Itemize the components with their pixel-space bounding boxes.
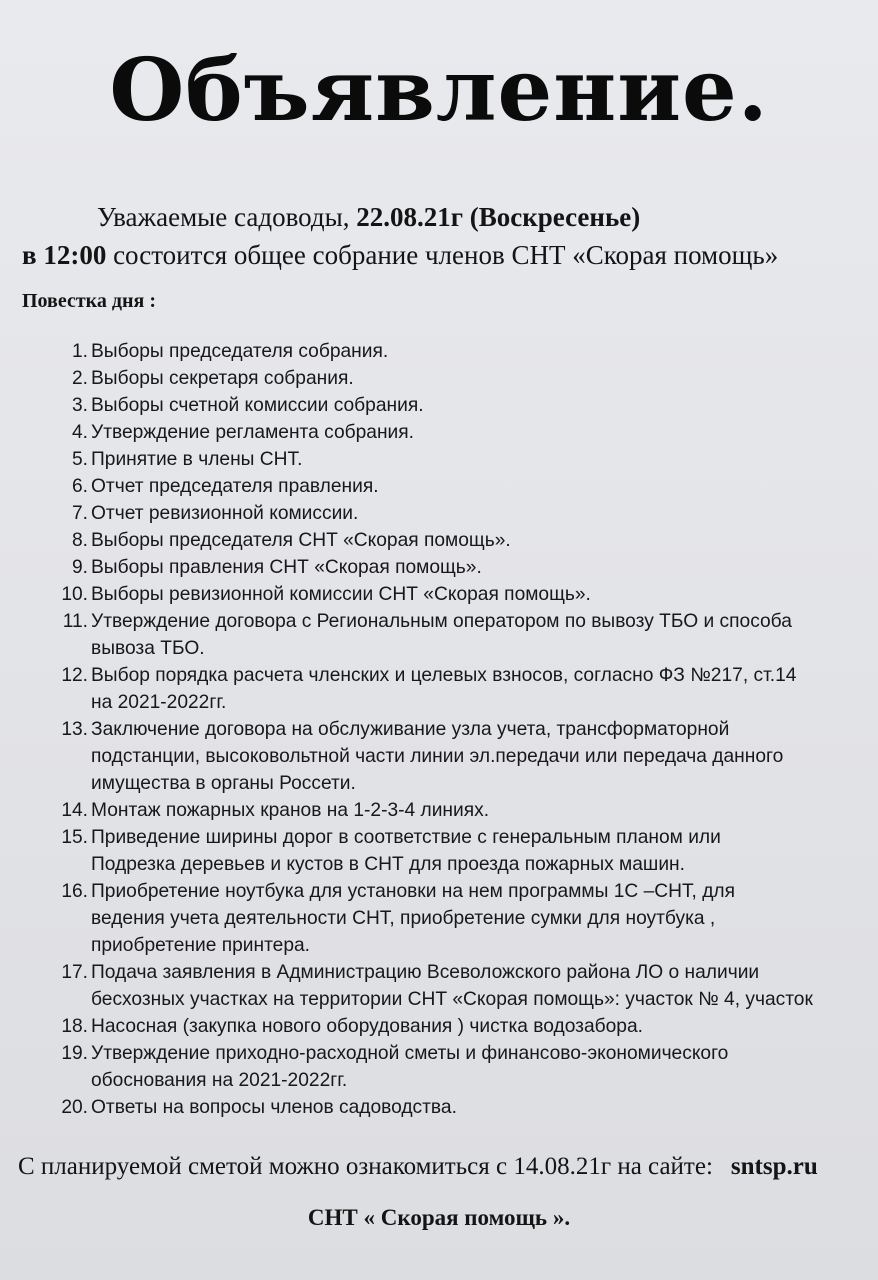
agenda-item-number: 5. bbox=[71, 449, 88, 470]
agenda-item-text: Отчет ревизионной комиссии. bbox=[91, 503, 359, 524]
estimate-notice-text: С планируемой сметой можно ознакомиться с 14.08.21г на сайте: bbox=[18, 1153, 713, 1180]
signature: СНТ « Скорая помощь ». bbox=[307, 1205, 571, 1230]
agenda-item bbox=[52, 581, 852, 608]
agenda-item-text: Монтаж пожарных кранов на 1-2-3-4 линиях. bbox=[91, 800, 490, 821]
agenda-item-text: Принятие в члены СНТ. bbox=[91, 449, 303, 470]
agenda-item-number: 1. bbox=[71, 341, 88, 362]
meeting-time: в 12:00 bbox=[22, 240, 107, 270]
agenda-item-text: Ответы на вопросы членов садоводства. bbox=[91, 1097, 457, 1118]
agenda-item-text: Выбор порядка расчета членских и целевых взносов, согласно ФЗ №217, ст.14 на 2021-2022гг. bbox=[91, 665, 797, 713]
agenda-item-number: 19. bbox=[61, 1043, 88, 1064]
intro-line-2 bbox=[22, 239, 778, 271]
agenda-item bbox=[52, 473, 852, 500]
agenda-item-number: 13. bbox=[61, 719, 88, 740]
agenda-item-number: 11. bbox=[62, 611, 88, 632]
agenda-item bbox=[52, 527, 852, 554]
agenda-item-number: 10. bbox=[61, 584, 88, 605]
greeting-text: Уважаемые садоводы, bbox=[97, 202, 357, 232]
agenda-item bbox=[52, 338, 852, 365]
agenda-item-number: 12. bbox=[61, 665, 88, 686]
agenda-item bbox=[52, 419, 852, 446]
agenda-item bbox=[52, 446, 852, 473]
agenda-item bbox=[52, 1040, 852, 1094]
agenda-item bbox=[52, 824, 852, 878]
agenda-item-text: Заключение договора на обслуживание узла учета, трансформаторной подстанции, высоковольтной части линии эл.передачи или передача данного имущества в органы Россети. bbox=[91, 719, 784, 794]
agenda-item-text: Насосная (закупка нового оборудования ) чистка водозабора. bbox=[91, 1016, 643, 1037]
agenda-heading: Повестка дня : bbox=[22, 290, 157, 312]
agenda-item bbox=[52, 1013, 852, 1040]
agenda-item-text: Выборы секретаря собрания. bbox=[91, 368, 354, 389]
agenda-item-number: 15. bbox=[61, 827, 88, 848]
agenda-item bbox=[52, 959, 852, 1013]
agenda-item-text: Утверждение приходно-расходной сметы и финансово-экономического обоснования на 2021-2022гг. bbox=[91, 1043, 729, 1091]
meeting-date: 22.08.21г (Воскресенье) bbox=[356, 202, 641, 232]
agenda-item bbox=[52, 716, 852, 797]
agenda-item-number: 9. bbox=[71, 557, 88, 578]
agenda-item-number: 4. bbox=[71, 422, 88, 443]
agenda-item-number: 14. bbox=[61, 800, 88, 821]
agenda-item bbox=[52, 365, 852, 392]
agenda-item-text: Утверждение договора с Региональным оператором по вывозу ТБО и способа вывоза ТБО. bbox=[91, 611, 792, 659]
agenda-item-number: 20. bbox=[61, 1097, 88, 1118]
agenda-item-text: Приведение ширины дорог в соответствие с генеральным планом или Подрезка деревьев и кустов в СНТ для проезда пожарных машин. bbox=[91, 827, 721, 875]
agenda-item-text: Выборы правления СНТ «Скорая помощь». bbox=[91, 557, 482, 578]
agenda-list bbox=[52, 338, 852, 1121]
agenda-item bbox=[52, 878, 852, 959]
agenda-item bbox=[52, 1094, 852, 1121]
agenda-item-text: Выборы председателя СНТ «Скорая помощь». bbox=[91, 530, 511, 551]
agenda-item-text: Выборы счетной комиссии собрания. bbox=[91, 395, 424, 416]
agenda-item-number: 8. bbox=[71, 530, 88, 551]
agenda-item-number: 3. bbox=[71, 395, 88, 416]
agenda-item bbox=[52, 554, 852, 581]
agenda-item-text: Утверждение регламента собрания. bbox=[91, 422, 414, 443]
website-address: sntsp.ru bbox=[730, 1153, 818, 1180]
announcement-title: Объявление. bbox=[109, 40, 769, 141]
agenda-item-text: Приобретение ноутбука для установки на нем программы 1С –СНТ, для ведения учета деятельности СНТ, приобретение сумки для ноутбука , приобретение принтера. bbox=[91, 881, 735, 956]
intro-line-1 bbox=[97, 201, 640, 233]
agenda-item bbox=[52, 662, 852, 716]
agenda-item-number: 16. bbox=[61, 881, 88, 902]
agenda-item bbox=[52, 797, 852, 824]
agenda-item bbox=[52, 500, 852, 527]
agenda-item-text: Отчет председателя правления. bbox=[91, 476, 379, 497]
agenda-item-text: Подача заявления в Администрацию Всеволожского района ЛО о наличии бесхозных участках на территории СНТ «Скорая помощь»: участок № 4, участок bbox=[91, 962, 813, 1010]
estimate-notice bbox=[18, 1153, 818, 1181]
agenda-item-text: Выборы председателя собрания. bbox=[91, 341, 389, 362]
agenda-item-text: Выборы ревизионной комиссии СНТ «Скорая помощь». bbox=[91, 584, 591, 605]
agenda-item-number: 7. bbox=[71, 503, 88, 524]
agenda-item bbox=[52, 392, 852, 419]
agenda-item-number: 18. bbox=[61, 1016, 88, 1037]
agenda-item-number: 2. bbox=[71, 368, 88, 389]
agenda-item bbox=[52, 608, 852, 662]
meeting-description: состоится общее собрание членов СНТ «Скорая помощь» bbox=[106, 240, 779, 270]
agenda-item-number: 17. bbox=[61, 962, 88, 983]
agenda-item-number: 6. bbox=[71, 476, 88, 497]
